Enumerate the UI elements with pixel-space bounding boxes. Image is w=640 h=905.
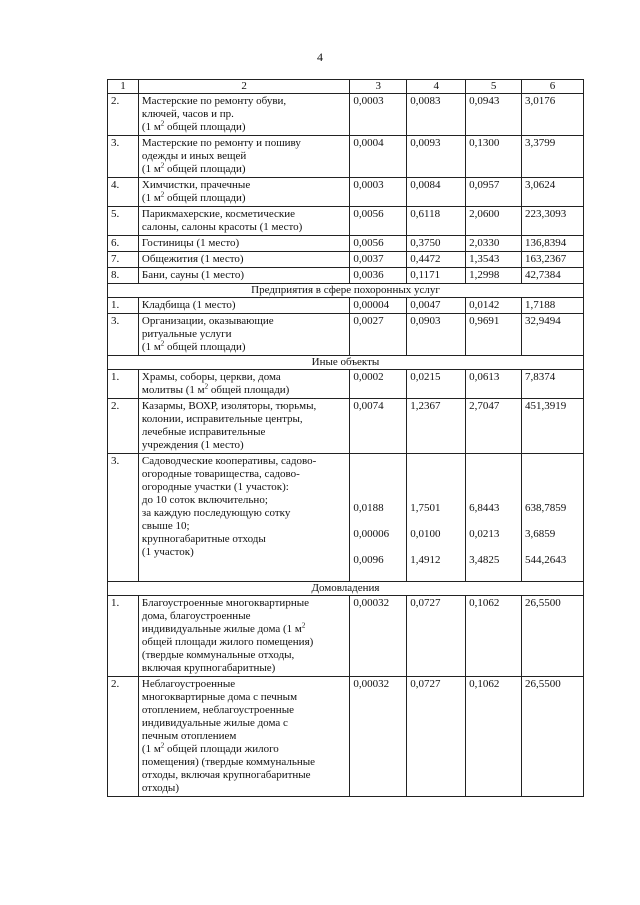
value-v3: 0,0096	[353, 554, 384, 566]
object-name-line: многоквартирные дома с печным	[141, 691, 298, 703]
column-header: 3	[350, 80, 407, 94]
value-v6: 32,9494	[522, 314, 584, 356]
value-v6: 3,0176	[522, 94, 584, 136]
value-v5: 0,9691	[466, 314, 522, 356]
object-name-line: Садоводческие кооперативы, садово-	[141, 455, 317, 467]
object-name-line: Казармы, ВОХР, изоляторы, тюрьмы,	[141, 400, 317, 412]
row-number: 5.	[108, 207, 139, 236]
row-number: 2.	[108, 94, 139, 136]
value-v5: 3,4825	[469, 554, 500, 566]
object-name-line: Гостиницы (1 место)	[141, 237, 240, 249]
object-name-line: колонии, исправительные центры,	[141, 413, 303, 425]
table-row-garden	[108, 454, 584, 582]
object-name-line: включая крупногабаритные)	[141, 662, 276, 674]
object-name-line: учреждения (1 место)	[141, 439, 244, 451]
value-v5: 0,0142	[466, 298, 522, 314]
object-name-line: ключей, часов и пр.	[141, 108, 234, 120]
object-name-line: Общежития (1 место)	[141, 253, 244, 265]
object-name-line: индивидуальные жилые дома (1 $м^2$	[141, 621, 306, 635]
object-name-line: Организации, оказывающие	[141, 315, 274, 327]
object-name-line: (твердые коммунальные отходы,	[141, 649, 295, 661]
object-name	[138, 314, 349, 356]
sub-item-line: до 10 соток включительно;	[141, 494, 268, 506]
object-name	[138, 370, 349, 399]
value-v3: 0,0056	[350, 236, 407, 252]
value-v6: 163,2367	[522, 252, 584, 268]
row-number: 3.	[108, 454, 139, 582]
object-name-line: Кладбища (1 место)	[141, 299, 236, 311]
object-name-line: общей площади жилого помещения)	[141, 636, 314, 648]
object-name	[138, 399, 349, 454]
section-row	[108, 356, 584, 370]
value-v5: 0,1300	[466, 136, 522, 178]
value-v5: 2,7047	[466, 399, 522, 454]
value-v4: 0,0215	[407, 370, 466, 399]
object-name-line: (1 $м^2$ общей площади)	[141, 339, 246, 353]
value-v4: 0,3750	[407, 236, 466, 252]
table-row	[108, 236, 584, 252]
value-v5: 1,2998	[466, 268, 522, 284]
value-v6: 26,5500	[522, 596, 584, 677]
value-v4: 1,7501	[410, 502, 441, 514]
object-name-line: Храмы, соборы, церкви, дома	[141, 371, 281, 383]
sub-item-line: (1 участок)	[141, 546, 194, 558]
object-name-line: (1 $м^2$ общей площади)	[141, 119, 246, 133]
value-v6: 42,7384	[522, 268, 584, 284]
row-number: 1.	[108, 370, 139, 399]
header-row	[108, 80, 584, 94]
object-name-line: Мастерские по ремонту обуви,	[141, 95, 287, 107]
sub-item-label	[142, 507, 346, 533]
object-name	[138, 268, 349, 284]
table-row	[108, 399, 584, 454]
object-name-line: Парикмахерские, косметические	[141, 208, 295, 220]
object-name-line: лечебные исправительные	[141, 426, 266, 438]
sub-item-line: свыше 10;	[141, 520, 190, 532]
value-v3: 0,0003	[350, 178, 407, 207]
row-number: 7.	[108, 252, 139, 268]
value-v4: 1,2367	[407, 399, 466, 454]
value-v5: 2,0330	[466, 236, 522, 252]
row-number: 2.	[108, 399, 139, 454]
value-v4: 0,0047	[407, 298, 466, 314]
value-v5: 2,0600	[466, 207, 522, 236]
table-row	[108, 207, 584, 236]
object-name-line: отходы)	[141, 782, 179, 794]
value-v4: 0,6118	[407, 207, 466, 236]
sub-item-line: за каждую последующую сотку	[141, 507, 291, 519]
object-name-line: отоплением, неблагоустроенные	[141, 704, 294, 716]
value-v4: 0,4472	[407, 252, 466, 268]
object-name-line: Бани, сауны (1 место)	[141, 269, 244, 281]
value-v5: 0,0957	[466, 178, 522, 207]
row-number: 4.	[108, 178, 139, 207]
value-v6-column	[522, 454, 584, 582]
value-v3: 0,0004	[350, 136, 407, 178]
value-v3: 0,0027	[350, 314, 407, 356]
object-name-line: салоны, салоны красоты (1 место)	[141, 221, 303, 233]
value-v5: 0,0213	[469, 528, 500, 540]
value-v5: 1,3543	[466, 252, 522, 268]
value-v4: 0,0727	[407, 677, 466, 797]
value-v6: 223,3093	[522, 207, 584, 236]
value-v4: 1,4912	[410, 554, 441, 566]
sub-item-label	[142, 494, 346, 507]
object-name	[138, 596, 349, 677]
value-v4: 0,0084	[407, 178, 466, 207]
object-name-line: (1 $м^2$ общей площади жилого	[141, 741, 279, 755]
object-name	[138, 136, 349, 178]
row-number: 1.	[108, 298, 139, 314]
value-v3-column	[350, 454, 407, 582]
sub-item-label	[142, 533, 346, 559]
object-name	[138, 236, 349, 252]
value-v3: 0,0188	[353, 502, 384, 514]
object-name	[138, 207, 349, 236]
object-name-line: огородные участки (1 участок):	[141, 481, 289, 493]
column-header: 6	[522, 80, 584, 94]
value-v5: 6,8443	[469, 502, 500, 514]
column-header: 5	[466, 80, 522, 94]
table-row	[108, 178, 584, 207]
value-v4: 0,0083	[407, 94, 466, 136]
table-row	[108, 94, 584, 136]
value-v6: 1,7188	[522, 298, 584, 314]
value-v5: 0,0613	[466, 370, 522, 399]
value-v5: 0,0943	[466, 94, 522, 136]
object-name-line: отходы, включая крупногабаритные	[141, 769, 311, 781]
object-name	[138, 677, 349, 797]
object-name-line: ритуальные услуги	[141, 328, 232, 340]
object-name	[138, 94, 349, 136]
value-v3: 0,0002	[350, 370, 407, 399]
object-name-line: Мастерские по ремонту и пошиву	[141, 137, 301, 149]
object-name-line: индивидуальные жилые дома с	[141, 717, 288, 729]
value-v3: 0,00006	[353, 528, 390, 540]
value-v6: 3,3799	[522, 136, 584, 178]
row-number: 8.	[108, 268, 139, 284]
section-title: Предприятия в сфере похоронных услуг	[108, 284, 584, 298]
value-v6: 26,5500	[522, 677, 584, 797]
table-row	[108, 298, 584, 314]
row-number: 3.	[108, 136, 139, 178]
row-number: 2.	[108, 677, 139, 797]
object-name	[138, 454, 349, 582]
value-v3: 0,00032	[350, 677, 407, 797]
row-number: 1.	[108, 596, 139, 677]
value-v5: 0,1062	[466, 677, 522, 797]
object-name-line: печным отоплением	[141, 730, 237, 742]
page-number: 4	[317, 50, 323, 64]
value-v4-column	[407, 454, 466, 582]
value-v3: 0,0056	[350, 207, 407, 236]
object-name-line: одежды и иных вещей	[141, 150, 247, 162]
object-name-line: помещения) (твердые коммунальные	[141, 756, 316, 768]
sub-item-line: крупногабаритные отходы	[141, 533, 266, 545]
value-v6: 7,8374	[522, 370, 584, 399]
value-v4: 0,0727	[407, 596, 466, 677]
table-row	[108, 252, 584, 268]
waste-norms-table	[107, 79, 584, 797]
value-v6: 451,3919	[522, 399, 584, 454]
table-row	[108, 136, 584, 178]
object-name-line: молитвы (1 $м^2$ общей площади)	[141, 382, 290, 396]
column-header: 4	[407, 80, 466, 94]
value-v4: 0,0903	[407, 314, 466, 356]
value-v6: 136,8394	[522, 236, 584, 252]
section-title: Иные объекты	[108, 356, 584, 370]
table-row	[108, 677, 584, 797]
object-name-line: (1 $м^2$ общей площади)	[141, 190, 246, 204]
object-name	[138, 178, 349, 207]
value-v6: 638,7859	[525, 502, 567, 514]
table-row	[108, 268, 584, 284]
row-number: 3.	[108, 314, 139, 356]
row-number: 6.	[108, 236, 139, 252]
value-v6: 544,2643	[525, 554, 567, 566]
value-v3: 0,0003	[350, 94, 407, 136]
value-v5-column	[466, 454, 522, 582]
value-v5: 0,1062	[466, 596, 522, 677]
table-row	[108, 370, 584, 399]
value-v3: 0,00004	[350, 298, 407, 314]
value-v4: 0,0100	[410, 528, 441, 540]
object-name-line: Благоустроенные многоквартирные	[141, 597, 309, 609]
section-row	[108, 284, 584, 298]
table-row	[108, 314, 584, 356]
value-v4: 0,0093	[407, 136, 466, 178]
section-title: Домовладения	[108, 582, 584, 596]
value-v3: 0,0036	[350, 268, 407, 284]
value-v3: 0,00032	[350, 596, 407, 677]
value-v3: 0,0037	[350, 252, 407, 268]
column-header: 2	[138, 80, 349, 94]
value-v3: 0,0074	[350, 399, 407, 454]
object-name	[138, 252, 349, 268]
value-v6: 3,6859	[525, 528, 556, 540]
value-v4: 0,1171	[407, 268, 466, 284]
object-name-line: Химчистки, прачечные	[141, 179, 251, 191]
object-name-line: Неблагоустроенные	[141, 678, 236, 690]
object-name-line: огородные товарищества, садово-	[141, 468, 300, 480]
object-name-line: дома, благоустроенные	[141, 610, 251, 622]
column-header: 1	[108, 80, 139, 94]
value-v6: 3,0624	[522, 178, 584, 207]
object-name-line: (1 $м^2$ общей площади)	[141, 161, 246, 175]
section-row	[108, 582, 584, 596]
object-name	[138, 298, 349, 314]
table-row	[108, 596, 584, 677]
